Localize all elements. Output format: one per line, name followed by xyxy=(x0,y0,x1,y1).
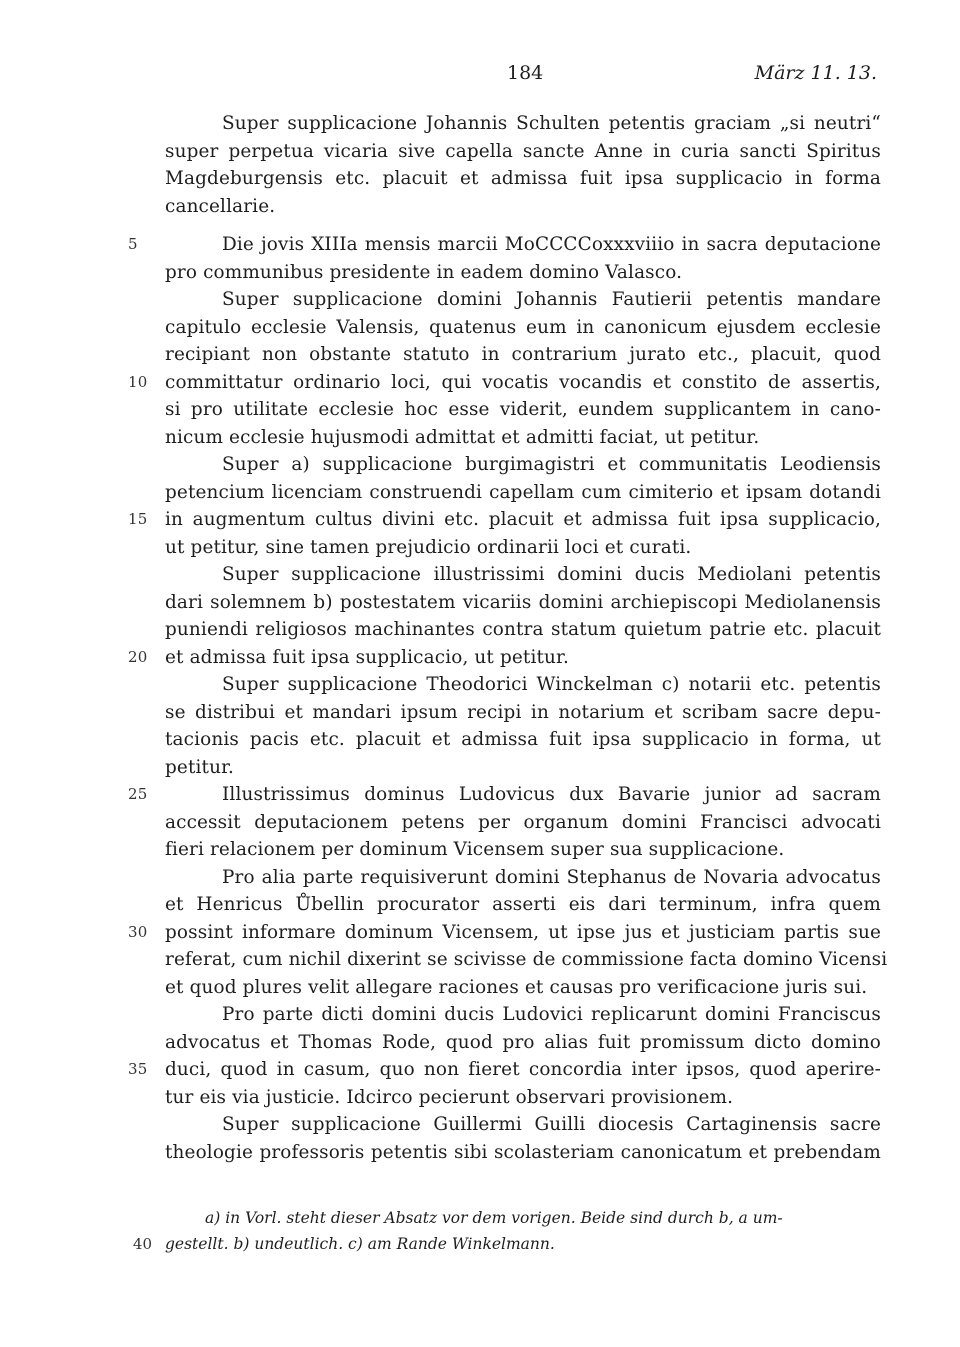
line-number: 20 xyxy=(128,647,148,666)
line-text: recipiant non obstante statuto in contrarium jurato etc., placuit, quod xyxy=(165,344,881,365)
line-text: dari solemnem b) postestatem vicariis domini archiepiscopi Mediolanensis xyxy=(165,591,881,613)
line-text: tur eis via justicie. Idcirco pecierunt observari provisionem. xyxy=(165,1086,734,1108)
line-number: 30 xyxy=(128,922,148,941)
text-line xyxy=(165,1001,881,1029)
text-line xyxy=(165,726,881,754)
line-text: et admissa fuit ipsa supplicacio, ut petitur. xyxy=(165,646,569,668)
line-text: theologie professoris petentis sibi scolasteriam canonicatum et prebendam xyxy=(165,1141,881,1163)
text-line xyxy=(165,699,881,727)
line-text: capitulo ecclesie Valensis, quatenus eum in canonicum ejusdem ecclesie xyxy=(165,316,881,338)
line-text: ut petitur, sine tamen prejudicio ordinarii loci et curati. xyxy=(165,536,692,558)
page-header xyxy=(0,62,960,90)
line-text: cancellarie. xyxy=(165,195,276,217)
line-text: accessit deputacionem petens per organum domini Francisci advocati xyxy=(165,811,881,833)
line-text: Super supplicacione Guillermi Guilli diocesis Cartaginensis sacre xyxy=(222,1114,881,1135)
text-line xyxy=(165,561,881,589)
line-text: Magdeburgensis etc. placuit et admissa fuit ipsa supplicacio in forma xyxy=(165,168,881,189)
text-line xyxy=(165,451,881,479)
line-text: petencium licenciam construendi capellam cum cimiterio et ipsam dotandi xyxy=(165,481,881,503)
footnote-text: a) in Vorl. steht dieser Absatz vor dem vorigen. Beide sind durch b, a um- xyxy=(205,1209,783,1227)
line-text: pro communibus presidente in eadem domino Valasco. xyxy=(165,261,683,283)
line-text: possint informare dominum Vicensem, ut ipse jus et justiciam partis sue xyxy=(165,921,881,943)
footnote-line xyxy=(132,1231,881,1257)
footnote-text: gestellt. b) undeutlich. c) am Rande Winkelmann. xyxy=(165,1235,555,1253)
text-line xyxy=(128,369,881,397)
text-line xyxy=(165,809,881,837)
footnotes xyxy=(132,1205,881,1257)
line-text: si pro utilitate ecclesie hoc esse viderit, eundem supplicantem in cano- xyxy=(165,399,881,420)
line-number: 15 xyxy=(128,510,148,528)
line-text: se distribui et mandari ipsum recipi in notarium et scribam sacre depu- xyxy=(165,701,881,723)
line-text: Super a) supplicacione burgimagistri et communitatis Leodiensis xyxy=(222,454,881,475)
line-text: referat, cum nichil dixerint se scivisse de commissione facta domino Vicensi xyxy=(165,949,888,970)
line-text: et quod plures velit allegare raciones et causas pro verificacione juris sui. xyxy=(165,976,868,998)
page-number: 184 xyxy=(507,62,544,84)
line-text: fieri relacionem per dominum Vicensem super sua supplicacione. xyxy=(165,839,785,860)
line-text: Super supplicacione Johannis Schulten petentis graciam „si neutri“ xyxy=(222,113,881,134)
text-line xyxy=(165,589,881,617)
line-text: Pro alia parte requisiverunt domini Stephanus de Novaria advocatus xyxy=(222,866,881,888)
text-line xyxy=(128,781,881,809)
line-text: Pro parte dicti domini ducis Ludovici replicarunt domini Franciscus xyxy=(222,1004,881,1025)
text-line xyxy=(128,1056,881,1084)
text-line xyxy=(165,138,881,166)
line-text: Super supplicacione illustrissimi domini ducis Mediolani petentis xyxy=(222,564,881,585)
text-line xyxy=(165,110,881,138)
line-number: 40 xyxy=(132,1235,152,1253)
text-line xyxy=(165,314,881,342)
text-line xyxy=(165,754,881,782)
text-line xyxy=(165,479,881,507)
line-text: in augmentum cultus divini etc. placuit et admissa fuit ipsa supplicacio, xyxy=(165,509,881,530)
line-text: puniendi religiosos machinantes contra statum quietum patrie etc. placuit xyxy=(165,619,881,640)
line-text: petitur. xyxy=(165,756,234,778)
text-line xyxy=(128,919,881,947)
line-text: nicum ecclesie hujusmodi admittat et admitti faciat, ut petitur. xyxy=(165,426,760,448)
text-line xyxy=(165,616,881,644)
line-text: Illustrissimus dominus Ludovicus dux Bavarie junior ad sacram xyxy=(222,784,881,805)
text-line xyxy=(165,1139,881,1167)
text-line xyxy=(128,644,881,672)
text-line xyxy=(165,1029,881,1057)
text-line xyxy=(165,286,881,314)
text-line xyxy=(165,836,881,864)
text-line xyxy=(165,424,881,452)
text-line xyxy=(165,671,881,699)
line-text: Die jovis XIIIa mensis marcii MoCCCCoxxxviiio in sacra deputacione xyxy=(222,234,881,255)
text-line xyxy=(165,165,881,193)
text-line xyxy=(165,1084,881,1112)
text-line xyxy=(128,231,881,259)
line-text: tacionis pacis etc. placuit et admissa fuit ipsa supplicacio in forma, ut xyxy=(165,729,881,750)
line-text: Super supplicacione Theodorici Winckelman c) notarii etc. petentis xyxy=(222,674,881,695)
text-line xyxy=(165,193,881,221)
line-text: et Henricus Ůbellin procurator asserti eis dari terminum, infra quem xyxy=(165,894,881,915)
text-line xyxy=(165,1111,881,1139)
running-date: März 11. 13. xyxy=(754,62,877,84)
line-text: advocatus et Thomas Rode, quod pro alias fuit promissum dicto domino xyxy=(165,1031,881,1053)
line-text: Super supplicacione domini Johannis Fautierii petentis mandare xyxy=(222,289,881,310)
text-line xyxy=(165,891,881,919)
text-line xyxy=(165,534,881,562)
line-number: 10 xyxy=(128,372,148,391)
line-number: 25 xyxy=(128,785,148,803)
text-line xyxy=(165,864,881,892)
text-line xyxy=(165,341,881,369)
line-number: 5 xyxy=(128,235,138,253)
footnote-line xyxy=(165,1205,881,1231)
line-text: duci, quod in casum, quo non fieret concordia inter ipsos, quod aperire- xyxy=(165,1059,881,1080)
line-number: 35 xyxy=(128,1060,148,1078)
body-text xyxy=(128,110,888,1166)
text-line xyxy=(128,506,881,534)
text-line xyxy=(165,946,888,974)
text-line xyxy=(165,259,881,287)
line-text: committatur ordinario loci, qui vocatis vocandis et constito de assertis, xyxy=(165,371,881,393)
text-line xyxy=(165,396,881,424)
text-line xyxy=(165,974,881,1002)
line-text: super perpetua vicaria sive capella sancte Anne in curia sancti Spiritus xyxy=(165,140,881,162)
